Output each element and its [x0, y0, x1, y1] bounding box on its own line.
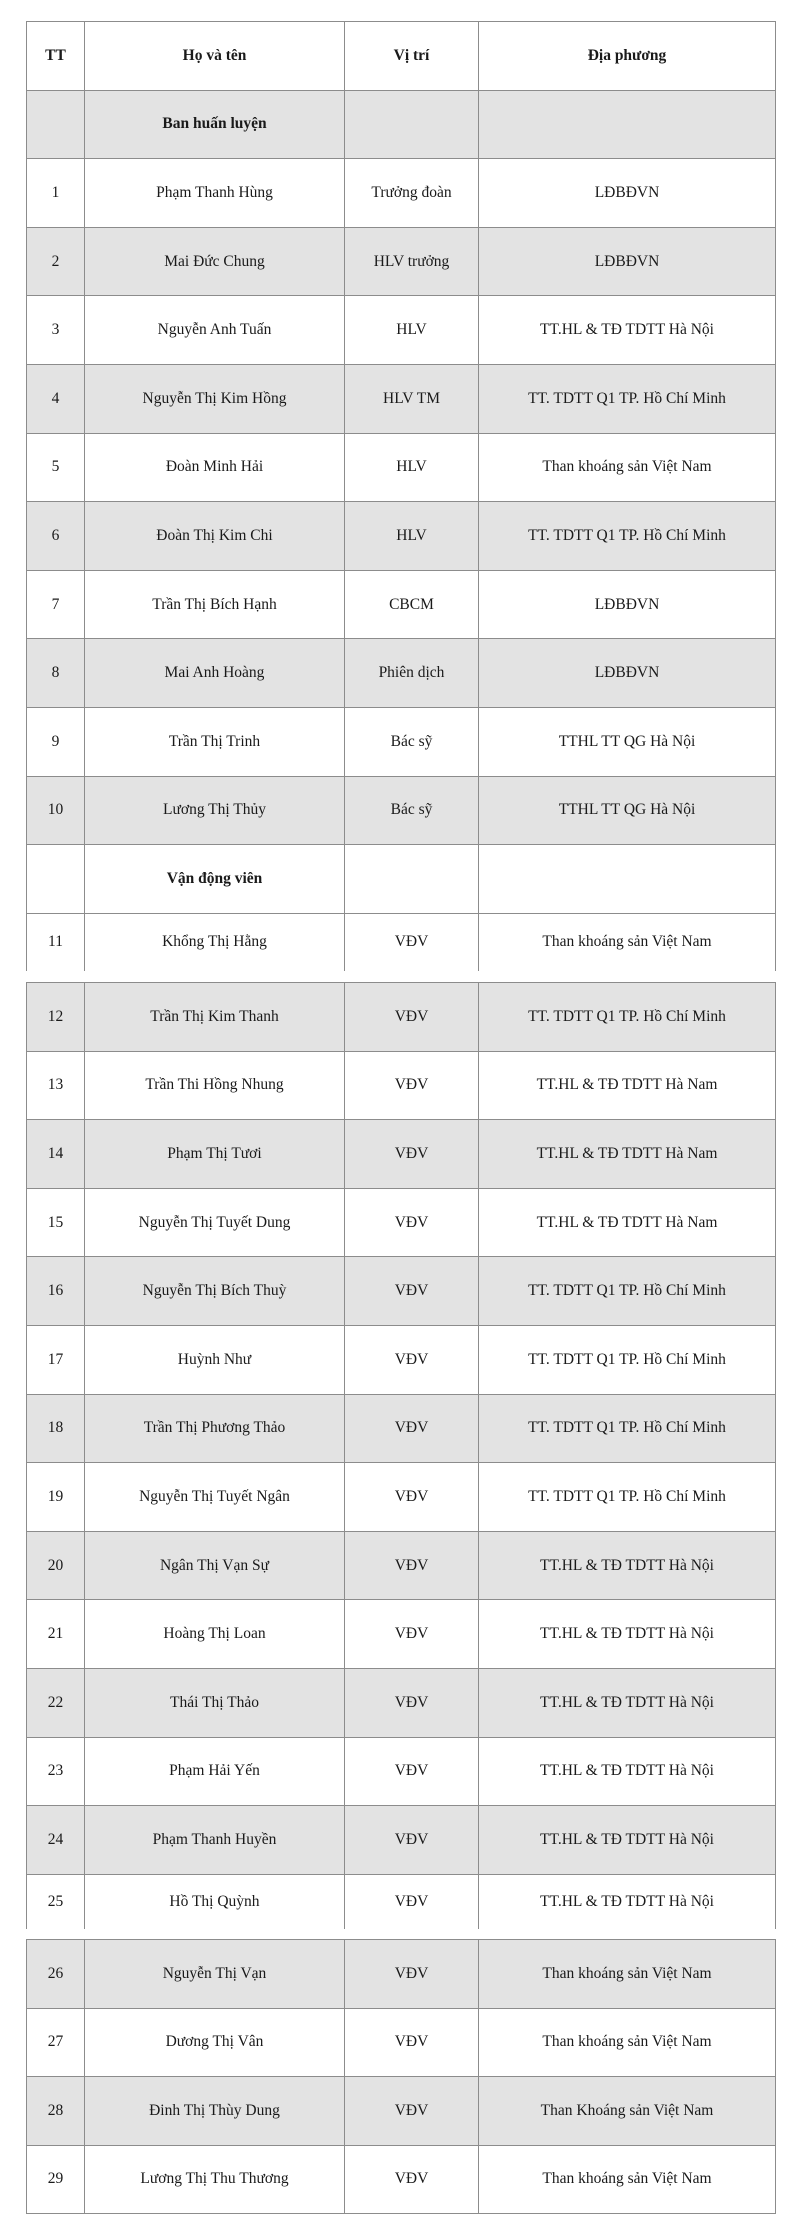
cell-position: VĐV [345, 1325, 479, 1394]
table-row [27, 1188, 776, 1257]
cell-locality: TT.HL & TĐ TDTT Hà Nam [479, 1051, 776, 1120]
cell-name: Phạm Thanh Hùng [85, 159, 345, 228]
cell-name: Lương Thị Thu Thương [85, 2145, 345, 2214]
cell-tt: 22 [27, 1668, 85, 1737]
cell-tt: 11 [27, 913, 85, 971]
cell-tt: 25 [27, 1874, 85, 1929]
cell-tt: 28 [27, 2077, 85, 2146]
cell-tt: 2 [27, 227, 85, 296]
cell-name: Phạm Thị Tươi [85, 1120, 345, 1189]
table-row [27, 2008, 776, 2077]
cell-locality: TTHL TT QG Hà Nội [479, 776, 776, 845]
section-title-athletes: Vận động viên [85, 845, 345, 914]
cell-name: Huỳnh Như [85, 1325, 345, 1394]
cell-tt: 3 [27, 296, 85, 365]
table-row [27, 502, 776, 571]
section-row-coaching [27, 90, 776, 159]
cell-locality: Than khoáng sản Việt Nam [479, 2145, 776, 2214]
cell-name: Đinh Thị Thùy Dung [85, 2077, 345, 2146]
rows-group-4 [27, 1940, 776, 2214]
cell-position: HLV trưởng [345, 227, 479, 296]
table-row [27, 1257, 776, 1326]
cell-tt: 17 [27, 1325, 85, 1394]
cell-name: Ngân Thị Vạn Sự [85, 1531, 345, 1600]
cell-position: VĐV [345, 1668, 479, 1737]
rows-group-1 [27, 159, 776, 845]
cell-locality: TT.HL & TĐ TDTT Hà Nội [479, 1600, 776, 1669]
cell-locality: LĐBĐVN [479, 159, 776, 228]
cell-locality: TT.HL & TĐ TDTT Hà Nam [479, 1188, 776, 1257]
table-row [27, 1940, 776, 2009]
cell-name: Trần Thị Trinh [85, 707, 345, 776]
cell-locality: Than khoáng sản Việt Nam [479, 433, 776, 502]
cell-position: VĐV [345, 1940, 479, 2009]
table-row [27, 1463, 776, 1532]
cell-tt: 20 [27, 1531, 85, 1600]
cell-position: HLV [345, 502, 479, 571]
cell-tt: 12 [27, 983, 85, 1052]
cell-name: Lương Thị Thủy [85, 776, 345, 845]
roster-table-part-2 [26, 982, 776, 1929]
cell-position: VĐV [345, 1737, 479, 1806]
cell-locality: Than khoáng sản Việt Nam [479, 2008, 776, 2077]
header-locality: Địa phương [479, 22, 776, 91]
table-row [27, 1120, 776, 1189]
cell-name: Thái Thị Thảo [85, 1668, 345, 1737]
cell-locality: TT.HL & TĐ TDTT Hà Nội [479, 1531, 776, 1600]
cell-name: Nguyễn Anh Tuấn [85, 296, 345, 365]
cell-locality: Than khoáng sản Việt Nam [479, 913, 776, 971]
cell-locality: TT. TDTT Q1 TP. Hồ Chí Minh [479, 1463, 776, 1532]
cell-name: Nguyễn Thị Bích Thuỳ [85, 1257, 345, 1326]
cell-tt: 21 [27, 1600, 85, 1669]
cell-name: Đoàn Thị Kim Chi [85, 502, 345, 571]
cell-locality: TT. TDTT Q1 TP. Hồ Chí Minh [479, 983, 776, 1052]
cell-locality: TTHL TT QG Hà Nội [479, 707, 776, 776]
table-row [27, 1325, 776, 1394]
table-row [27, 2145, 776, 2214]
cell-position: VĐV [345, 1257, 479, 1326]
cell-tt: 9 [27, 707, 85, 776]
cell-tt: 1 [27, 159, 85, 228]
table-row [27, 227, 776, 296]
cell-position: CBCM [345, 570, 479, 639]
cell-tt: 23 [27, 1737, 85, 1806]
table-row [27, 707, 776, 776]
cell-tt: 7 [27, 570, 85, 639]
cell-position: VĐV [345, 1188, 479, 1257]
header-position: Vị trí [345, 22, 479, 91]
cell-locality: TT.HL & TĐ TDTT Hà Nội [479, 1737, 776, 1806]
cell-name: Trần Thị Kim Thanh [85, 983, 345, 1052]
cell-tt: 10 [27, 776, 85, 845]
cell-position: Bác sỹ [345, 776, 479, 845]
cell-locality: TT.HL & TĐ TDTT Hà Nội [479, 1806, 776, 1875]
cell-position: VĐV [345, 2008, 479, 2077]
table-row [27, 296, 776, 365]
cell-position: VĐV [345, 1874, 479, 1929]
table-row [27, 159, 776, 228]
cell-tt: 5 [27, 433, 85, 502]
cell-tt: 26 [27, 1940, 85, 2009]
cell-position: VĐV [345, 983, 479, 1052]
section-row-athletes [27, 845, 776, 914]
cell-position: VĐV [345, 913, 479, 971]
cell-tt: 13 [27, 1051, 85, 1120]
cell-locality: TT.HL & TĐ TDTT Hà Nội [479, 1874, 776, 1929]
table-row [27, 1394, 776, 1463]
rows-group-3 [27, 983, 776, 1930]
cell-position: HLV [345, 296, 479, 365]
cell-locality: TT. TDTT Q1 TP. Hồ Chí Minh [479, 1257, 776, 1326]
cell-tt: 8 [27, 639, 85, 708]
table-row [27, 433, 776, 502]
cell-tt: 14 [27, 1120, 85, 1189]
cell-name: Trần Thị Phương Thảo [85, 1394, 345, 1463]
cell-name: Nguyễn Thị Tuyết Ngân [85, 1463, 345, 1532]
cell-tt: 4 [27, 364, 85, 433]
cell-name: Nguyễn Thị Kim Hồng [85, 364, 345, 433]
table-row [27, 1806, 776, 1875]
cell-locality: TT. TDTT Q1 TP. Hồ Chí Minh [479, 502, 776, 571]
section-title-coaching: Ban huấn luyện [85, 90, 345, 159]
cell-tt: 24 [27, 1806, 85, 1875]
cell-tt: 27 [27, 2008, 85, 2077]
header-name: Họ và tên [85, 22, 345, 91]
table-row [27, 983, 776, 1052]
table-row [27, 570, 776, 639]
table-row [27, 639, 776, 708]
table-header-row [27, 22, 776, 91]
cell-position: VĐV [345, 1394, 479, 1463]
cell-name: Trần Thi Hồng Nhung [85, 1051, 345, 1120]
table-row [27, 1874, 776, 1929]
cell-position: VĐV [345, 1051, 479, 1120]
header-tt: TT [27, 22, 85, 91]
cell-locality: TT.HL & TĐ TDTT Hà Nội [479, 1668, 776, 1737]
cell-name: Mai Đức Chung [85, 227, 345, 296]
cell-position: Bác sỹ [345, 707, 479, 776]
cell-position: Phiên dịch [345, 639, 479, 708]
table-row [27, 364, 776, 433]
cell-name: Khổng Thị Hằng [85, 913, 345, 971]
rows-group-2 [27, 913, 776, 971]
cell-locality: TT. TDTT Q1 TP. Hồ Chí Minh [479, 1394, 776, 1463]
cell-name: Nguyễn Thị Vạn [85, 1940, 345, 2009]
table-row [27, 1531, 776, 1600]
table-row [27, 776, 776, 845]
cell-name: Dương Thị Vân [85, 2008, 345, 2077]
cell-name: Đoàn Minh Hải [85, 433, 345, 502]
table-row [27, 2077, 776, 2146]
cell-locality: TT.HL & TĐ TDTT Hà Nam [479, 1120, 776, 1189]
cell-position: VĐV [345, 1806, 479, 1875]
cell-locality: Than khoáng sản Việt Nam [479, 1940, 776, 2009]
cell-locality: LĐBĐVN [479, 570, 776, 639]
cell-name: Nguyễn Thị Tuyết Dung [85, 1188, 345, 1257]
cell-position: HLV [345, 433, 479, 502]
cell-position: VĐV [345, 1120, 479, 1189]
cell-locality: TT.HL & TĐ TDTT Hà Nội [479, 296, 776, 365]
cell-position: Trưởng đoàn [345, 159, 479, 228]
cell-locality: TT. TDTT Q1 TP. Hồ Chí Minh [479, 364, 776, 433]
cell-name: Trần Thị Bích Hạnh [85, 570, 345, 639]
table-row [27, 1668, 776, 1737]
cell-locality: LĐBĐVN [479, 639, 776, 708]
cell-position: VĐV [345, 1600, 479, 1669]
cell-position: VĐV [345, 1531, 479, 1600]
cell-tt: 29 [27, 2145, 85, 2214]
cell-locality: TT. TDTT Q1 TP. Hồ Chí Minh [479, 1325, 776, 1394]
cell-tt: 15 [27, 1188, 85, 1257]
cell-tt: 6 [27, 502, 85, 571]
roster-table-part-3 [26, 1939, 776, 2214]
cell-name: Hoàng Thị Loan [85, 1600, 345, 1669]
cell-name: Mai Anh Hoàng [85, 639, 345, 708]
table-row [27, 1600, 776, 1669]
table-row [27, 1051, 776, 1120]
cell-tt: 18 [27, 1394, 85, 1463]
cell-name: Phạm Hải Yến [85, 1737, 345, 1806]
cell-tt: 16 [27, 1257, 85, 1326]
cell-position: VĐV [345, 2145, 479, 2214]
cell-name: Phạm Thanh Huyền [85, 1806, 345, 1875]
cell-locality: Than Khoáng sản Việt Nam [479, 2077, 776, 2146]
cell-position: HLV TM [345, 364, 479, 433]
table-row [27, 1737, 776, 1806]
roster-table-part-1 [26, 21, 776, 971]
cell-position: VĐV [345, 2077, 479, 2146]
cell-position: VĐV [345, 1463, 479, 1532]
table-row [27, 913, 776, 971]
cell-locality: LĐBĐVN [479, 227, 776, 296]
cell-name: Hồ Thị Quỳnh [85, 1874, 345, 1929]
cell-tt: 19 [27, 1463, 85, 1532]
